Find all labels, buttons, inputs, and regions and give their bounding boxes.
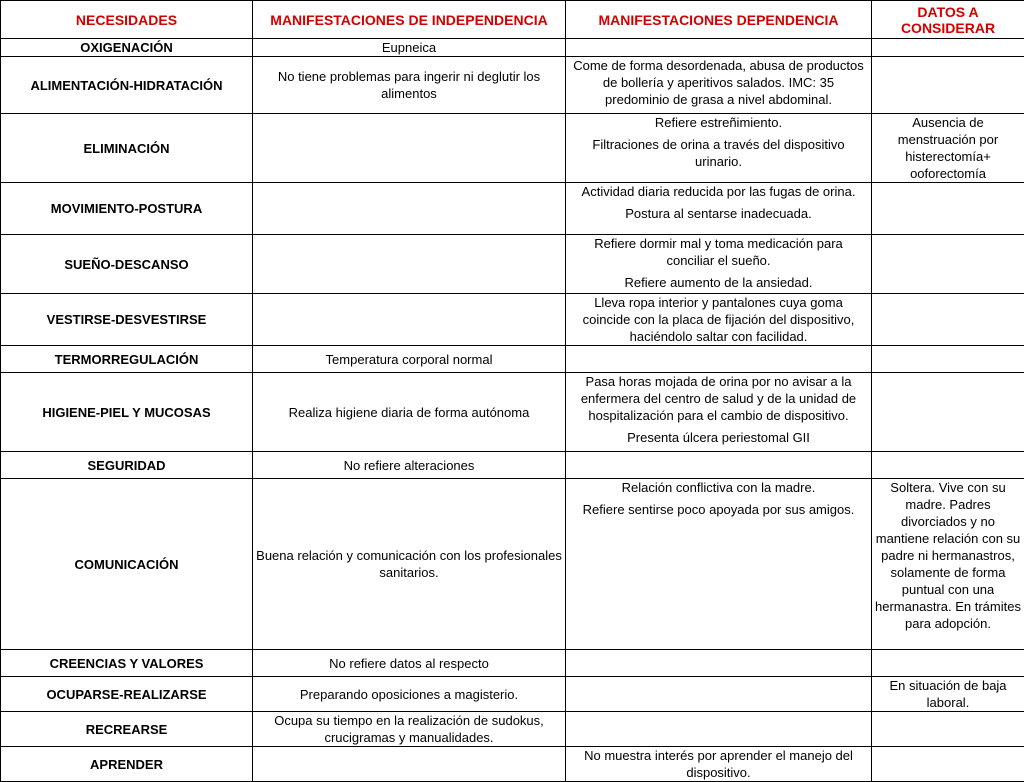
extra-data-cell: [872, 650, 1024, 677]
extra-data-cell: [872, 747, 1024, 782]
dependence-item: Refiere dormir mal y toma medicación para conciliar el sueño.: [569, 235, 868, 269]
header-dependencia: MANIFESTACIONES DEPENDENCIA: [566, 1, 872, 39]
dependence-item: Actividad diaria reducida por las fugas de orina.: [569, 183, 868, 200]
header-independencia: MANIFESTACIONES DE INDEPENDENCIA: [253, 1, 566, 39]
table-row: [1, 650, 1024, 677]
dependence-cell: [566, 677, 872, 712]
dependence-cell: [566, 294, 872, 346]
extra-data-cell: [872, 452, 1024, 479]
table-row: [1, 294, 1024, 346]
dependence-item: Pasa horas mojada de orina por no avisar a la enfermera del centro de salud y de la unidad de hospitalización para el cambio de dispositivo.: [569, 373, 868, 424]
independence-cell: [253, 183, 566, 235]
need-cell: OCUPARSE-REALIZARSE: [1, 677, 253, 712]
independence-cell: [253, 114, 566, 183]
extra-data-cell: En situación de baja laboral.: [872, 677, 1024, 712]
extra-data-cell: [872, 235, 1024, 294]
dependence-item: Presenta úlcera periestomal GII: [569, 429, 868, 446]
extra-data-cell: [872, 39, 1024, 57]
dependence-item: Refiere sentirse poco apoyada por sus amigos.: [569, 501, 868, 518]
need-cell: ALIMENTACIÓN-HIDRATACIÓN: [1, 57, 253, 114]
dependence-item: Refiere estreñimiento.: [569, 114, 868, 131]
table-row: [1, 452, 1024, 479]
dependence-item: Refiere aumento de la ansiedad.: [569, 274, 868, 291]
independence-cell: [253, 235, 566, 294]
extra-data-cell: [872, 346, 1024, 373]
table-row: [1, 373, 1024, 452]
dependence-cell: [566, 39, 872, 57]
dependence-cell: [566, 479, 872, 650]
extra-data-cell: Soltera. Vive con su madre. Padres divorciados y no mantiene relación con su padre ni hermanastros, solamente de forma puntual con una hermanastra. En trámites para adopción.: [872, 479, 1024, 650]
need-cell: SUEÑO-DESCANSO: [1, 235, 253, 294]
independence-cell: No refiere alteraciones: [253, 452, 566, 479]
need-cell: MOVIMIENTO-POSTURA: [1, 183, 253, 235]
table-row: [1, 39, 1024, 57]
table-row: [1, 346, 1024, 373]
independence-cell: Ocupa su tiempo en la realización de sudokus, crucigramas y manualidades.: [253, 712, 566, 747]
need-cell: RECREARSE: [1, 712, 253, 747]
table-row: [1, 183, 1024, 235]
need-cell: CREENCIAS Y VALORES: [1, 650, 253, 677]
need-cell: HIGIENE-PIEL Y MUCOSAS: [1, 373, 253, 452]
dependence-cell: [566, 712, 872, 747]
independence-cell: Eupneica: [253, 39, 566, 57]
independence-cell: Temperatura corporal normal: [253, 346, 566, 373]
table-row: [1, 235, 1024, 294]
dependence-cell: [566, 57, 872, 114]
extra-data-cell: Ausencia de menstruación por histerectomía+ ooforectomía: [872, 114, 1024, 183]
independence-cell: No refiere datos al respecto: [253, 650, 566, 677]
extra-data-cell: [872, 57, 1024, 114]
need-cell: OXIGENACIÓN: [1, 39, 253, 57]
dependence-item: Relación conflictiva con la madre.: [569, 479, 868, 496]
dependence-cell: [566, 183, 872, 235]
extra-data-cell: [872, 294, 1024, 346]
dependence-item: Postura al sentarse inadecuada.: [569, 205, 868, 222]
table-row: [1, 114, 1024, 183]
independence-cell: Preparando oposiciones a magisterio.: [253, 677, 566, 712]
independence-cell: Buena relación y comunicación con los profesionales sanitarios.: [253, 479, 566, 650]
dependence-cell: [566, 452, 872, 479]
dependence-item: Come de forma desordenada, abusa de productos de bollería y aperitivos salados. IMC: 35 predominio de grasa a nivel abdominal.: [569, 57, 868, 108]
dependence-cell: [566, 650, 872, 677]
independence-cell: Realiza higiene diaria de forma autónoma: [253, 373, 566, 452]
dependence-cell: [566, 114, 872, 183]
header-row: [1, 1, 1024, 39]
dependence-item: Filtraciones de orina a través del dispositivo urinario.: [569, 136, 868, 170]
dependence-cell: [566, 346, 872, 373]
dependence-cell: [566, 747, 872, 782]
table-row: [1, 57, 1024, 114]
header-datos: DATOS A CONSIDERAR: [872, 1, 1024, 39]
need-cell: SEGURIDAD: [1, 452, 253, 479]
table-row: [1, 747, 1024, 782]
header-necesidades: NECESIDADES: [1, 1, 253, 39]
table-row: [1, 712, 1024, 747]
need-cell: VESTIRSE-DESVESTIRSE: [1, 294, 253, 346]
extra-data-cell: [872, 712, 1024, 747]
dependence-item: No muestra interés por aprender el manejo del dispositivo.: [569, 747, 868, 781]
table-row: [1, 677, 1024, 712]
extra-data-cell: [872, 373, 1024, 452]
dependence-cell: [566, 373, 872, 452]
dependence-cell: [566, 235, 872, 294]
extra-data-cell: [872, 183, 1024, 235]
need-cell: TERMORREGULACIÓN: [1, 346, 253, 373]
independence-cell: [253, 747, 566, 782]
independence-cell: [253, 294, 566, 346]
need-cell: ELIMINACIÓN: [1, 114, 253, 183]
dependence-item: Lleva ropa interior y pantalones cuya goma coincide con la placa de fijación del dispositivo, haciéndolo saltar con facilidad.: [569, 294, 868, 345]
need-cell: APRENDER: [1, 747, 253, 782]
independence-cell: No tiene problemas para ingerir ni deglutir los alimentos: [253, 57, 566, 114]
need-cell: COMUNICACIÓN: [1, 479, 253, 650]
table-row: [1, 479, 1024, 650]
